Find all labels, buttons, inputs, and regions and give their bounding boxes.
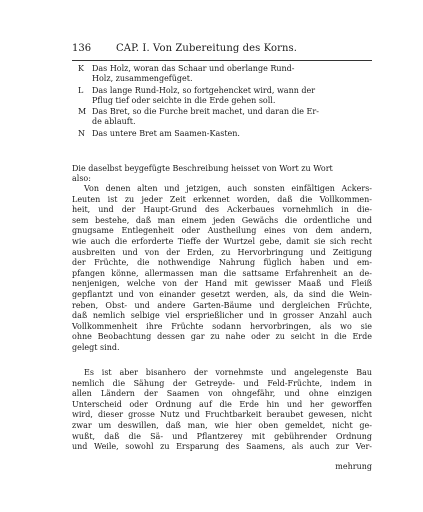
- catchword: mehrung: [335, 462, 372, 471]
- text-line: gnugsame Entlegenheit oder Austheilung eines von dem andern,: [72, 226, 372, 236]
- figure-legend: [72, 64, 372, 140]
- legend-line: Holz, zusammengefüget.: [92, 74, 193, 83]
- running-title: CAP. I. Von Zubereitung des Korns.: [116, 43, 298, 54]
- text-line: wie auch die erforderte Tieffe der Wurtzel gebe, damit sie sich recht: [72, 236, 372, 246]
- text-line: Leuten ist zu jeder Zeit erkennet worden, daß die Vollkommen-: [72, 194, 372, 204]
- legend-item: [72, 86, 372, 106]
- text-line: nenjenigen, welche von der Hand mit gewisser Maaß und Fleiß: [72, 279, 372, 289]
- legend-line: Pflug tief oder seichte in die Erde gehen soll.: [92, 95, 276, 105]
- legend-item: [72, 107, 372, 127]
- text-line: ohne Beobachtung dessen gar zu nahe oder zu seicht in die Erde: [72, 332, 372, 342]
- legend-line: Das Bret, so die Furche breit machet, und daran die Er-: [92, 107, 319, 116]
- paragraph-2: [72, 368, 372, 453]
- legend-line: Das Holz, woran das Schaar und oberlange Rund-: [92, 64, 295, 73]
- legend-item: [72, 64, 372, 84]
- page-number: 136: [72, 43, 92, 54]
- text-line: sem bestehe, daß man einem jeden Gewächs die ordentliche und: [72, 215, 372, 225]
- intro-text: [72, 164, 372, 184]
- intro-line: Die daselbst beygefügte Beschreibung heisset von Wort zu Wort: [72, 164, 333, 173]
- book-page: [72, 40, 372, 480]
- legend-letter: K: [78, 64, 84, 73]
- text-line: nemlich die Sähung der Getreyde- und Feld-Früchte, indem in: [72, 378, 372, 388]
- legend-line: Das lange Rund-Holz, so fortgehencket wird, wann der: [92, 85, 316, 95]
- intro-line: also:: [72, 174, 91, 183]
- text-line: Von denen alten und jetzigen, auch sonsten einfältigen Ackers-: [84, 184, 372, 193]
- text-line: gepflantzt und von einander gesetzt werden, als, da sind die Wein-: [72, 289, 372, 299]
- text-line: gelegt sind.: [72, 342, 120, 352]
- legend-line: Das untere Bret am Saamen-Kasten.: [92, 128, 240, 138]
- page-header: [72, 40, 372, 61]
- legend-item: [72, 129, 372, 139]
- text-line: Vollkommenheit ihre Früchte sodann hervorbringen, als wo sie: [72, 321, 372, 331]
- text-line: heit, und der Haupt-Grund des Ackerbaues vornehmlich in die-: [72, 205, 372, 215]
- text-line: Unterscheid oder Ordnung auf die Erde hin und her geworffen: [72, 399, 372, 409]
- legend-line: de ablauft.: [92, 117, 136, 126]
- text-line: zwar um deswillen, daß man, wie hier oben gemeldet, nicht ge-: [72, 420, 372, 430]
- legend-letter: M: [78, 107, 87, 116]
- legend-letter: L: [78, 85, 84, 95]
- text-line: und Weile, sowohl zu Ersparung des Saamens, als auch zur Ver-: [72, 442, 372, 452]
- text-line: allen Ländern der Saamen von ohngefähr, und ohne einzigen: [72, 389, 372, 399]
- text-line: reben, Obst- und andere Garten-Bäume und dergleichen Früchte,: [72, 300, 372, 310]
- text-line: daß nemlich selbige viel ersprießlicher und in grosser Anzahl auch: [72, 311, 372, 321]
- text-line: wird, dieser grosse Nutz und Fruchtbarkeit beraubet gewesen, nicht: [72, 410, 372, 420]
- text-line: Es ist aber bisanhero der vornehmste und angelegenste Bau: [84, 368, 372, 377]
- text-line: der Früchte, die nothwendige Nahrung füglich haben und em-: [72, 258, 372, 268]
- text-line: ausbreiten und von der Erden, zu Hervorbringung und Zeitigung: [72, 247, 372, 257]
- text-line: wußt, daß die Sä- und Pflantzerey mit gebührender Ordnung: [72, 431, 372, 441]
- paragraph-1: [72, 184, 372, 354]
- legend-letter: N: [78, 128, 85, 138]
- text-line: pfangen könne, allermassen man die sattsame Erfahrenheit an de-: [72, 268, 372, 278]
